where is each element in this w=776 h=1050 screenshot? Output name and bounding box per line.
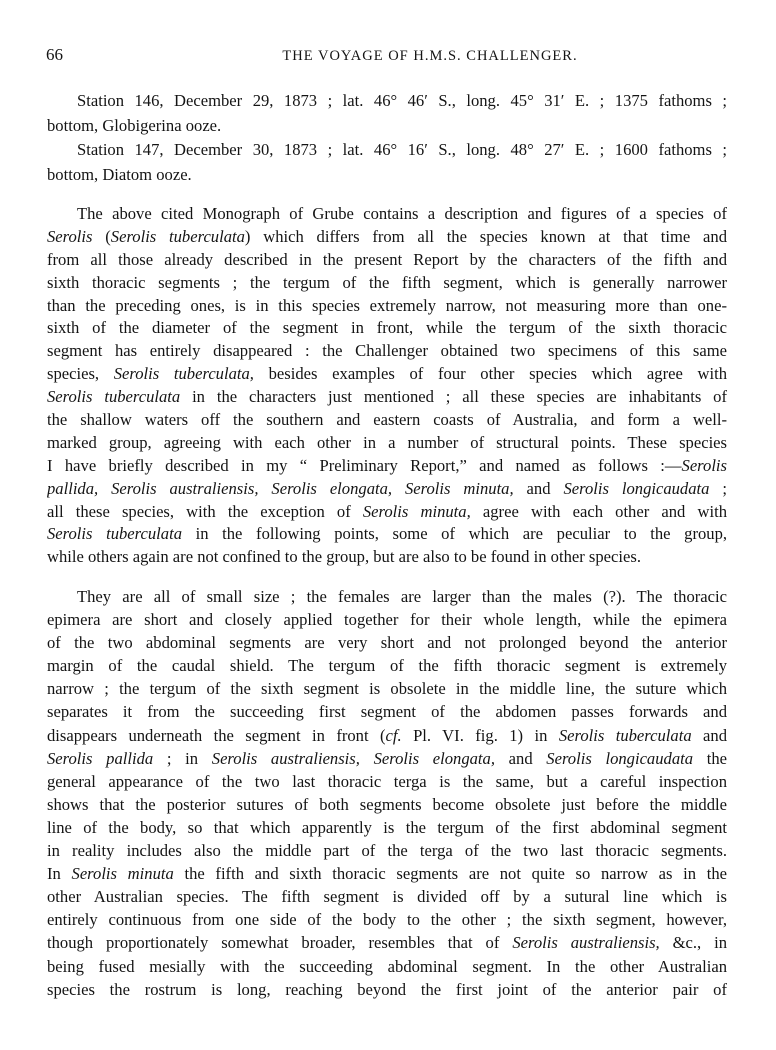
text-line (47, 885, 727, 908)
text-segment: in the characters just mentioned ; all these species are inhabitants of (180, 387, 727, 407)
italic-text: Serolis australiensis, Serolis elongata, (211, 748, 495, 768)
text-line (47, 340, 727, 363)
italic-text: Serolis tuberculata (47, 387, 181, 407)
text-line (47, 203, 727, 226)
text-line (47, 226, 727, 249)
text-line (47, 931, 727, 954)
text-line (47, 455, 727, 478)
text-segment: shows that the posterior sutures of both segments become obsolete just before the middle (47, 794, 727, 814)
text-segment: than the preceding ones, is in this species extremely narrow, not measuring more than one- (47, 295, 727, 315)
text-line (47, 89, 727, 114)
paragraph-1 (47, 203, 727, 569)
text-line (47, 747, 727, 770)
text-segment: separates it from the succeeding first segment of the abdomen passes forwards and (47, 702, 727, 722)
text-line (47, 978, 727, 1001)
text-line (47, 138, 727, 163)
text-line (47, 793, 727, 816)
text-segment: of the two abdominal segments are very short and not prolonged beyond the anterior (47, 633, 727, 653)
text-line (47, 409, 727, 432)
text-line (47, 501, 727, 524)
text-line (47, 677, 727, 700)
text-segment: entirely continuous from one side of the body to the other ; the sixth segment, however, (47, 910, 727, 930)
text-line (47, 386, 727, 409)
text-line (47, 816, 727, 839)
text-segment: general appearance of the two last thoracic terga is the same, but a careful inspection (47, 771, 727, 791)
text-segment: other Australian species. The fifth segment is divided off by a sutural line which is (47, 887, 727, 907)
italic-text: Serolis tuberculata (47, 524, 182, 544)
text-line (47, 700, 727, 723)
text-segment: and (691, 725, 727, 745)
text-segment: the (693, 748, 727, 768)
italic-text: Serolis tuberculata (110, 226, 245, 246)
text-line (47, 955, 727, 978)
italic-text: Serolis pallida (47, 748, 154, 768)
text-segment: and (513, 478, 564, 498)
text-segment: I have briefly described in my “ Preliminary Report,” and named as follows :— (47, 455, 682, 475)
text-segment: &c., in (659, 933, 727, 953)
italic-text: Serolis longicaudata (563, 478, 710, 498)
text-line (47, 770, 727, 793)
page-header (0, 44, 776, 68)
text-segment: from all those already described in the present Report by the characters of the fifth and (47, 249, 727, 269)
text-segment: while others again are not confined to the group, but are also to be found in other species. (47, 547, 641, 567)
italic-text: Serolis tuberculata, (113, 364, 254, 384)
text-line (47, 523, 727, 546)
text-segment: marked group, agreeing with each other in a number of structural points. These species (47, 432, 727, 452)
italic-text: pallida, Serolis australiensis, Serolis elongata, Serolis minuta, (47, 478, 514, 498)
text-line (47, 908, 727, 931)
text-segment: in the following points, some of which are peculiar to the group, (182, 524, 727, 544)
text-segment: epimera are short and closely applied together for their whole length, while the epimera (47, 610, 727, 630)
text-line (47, 608, 727, 631)
italic-text: Serolis tuberculata (558, 725, 692, 745)
station-records (47, 89, 727, 187)
text-segment: species, (47, 364, 114, 384)
text-segment: Station 146, December 29, 1873 ; lat. 46° 46′ S., long. 45° 31′ E. ; 1375 fathoms ; (77, 91, 727, 110)
text-line (47, 654, 727, 677)
text-segment: agree with each other and with (470, 501, 727, 521)
italic-text: Serolis minuta, (362, 501, 471, 521)
text-segment: sixth of the diameter of the segment in front, while the tergum of the sixth thoracic (47, 318, 727, 338)
text-line (47, 272, 727, 295)
text-line (47, 546, 727, 569)
text-line (47, 862, 727, 885)
text-segment: narrow ; the tergum of the sixth segment is obsolete in the middle line, the suture which (47, 679, 727, 699)
italic-text: Serolis australiensis, (512, 933, 660, 953)
text-segment: ; in (153, 748, 212, 768)
text-segment: margin of the caudal shield. The tergum of the fifth thoracic segment is extremely (47, 656, 727, 676)
text-segment: the fifth and sixth thoracic segments are not quite so narrow as in the (173, 864, 727, 884)
text-segment: bottom, Globigerina ooze. (47, 115, 222, 135)
text-segment: The above cited Monograph of Grube contains a description and figures of a species of (77, 204, 727, 223)
italic-text: Serolis longicaudata (546, 748, 694, 768)
text-line (47, 432, 727, 455)
text-line (47, 478, 727, 501)
text-segment: being fused mesially with the succeeding abdominal segment. In the other Australian (47, 956, 727, 976)
text-segment: and (494, 748, 547, 768)
text-line (47, 317, 727, 340)
italic-text: Serolis minuta (71, 864, 174, 884)
text-line (47, 585, 727, 608)
text-line (47, 163, 727, 188)
running-title: THE VOYAGE OF H.M.S. CHALLENGER. (282, 48, 578, 64)
italic-text: Serolis (681, 455, 727, 475)
text-line (47, 839, 727, 862)
text-segment: the shallow waters off the southern and eastern coasts of Australia, and form a well- (47, 410, 727, 430)
text-segment: Station 147, December 30, 1873 ; lat. 46° 16′ S., long. 48° 27′ E. ; 1600 fathoms ; (77, 140, 727, 159)
text-line (47, 631, 727, 654)
italic-text: cf. (385, 725, 402, 745)
text-line (47, 724, 727, 747)
text-segment: They are all of small size ; the females are larger than the males (?). The thoracic (77, 587, 727, 606)
paragraph-2 (47, 585, 727, 1001)
text-segment: ( (92, 226, 111, 246)
italic-text: Serolis (47, 226, 93, 246)
text-line (47, 114, 727, 139)
text-line (47, 249, 727, 272)
text-segment: sixth thoracic segments ; the tergum of the fifth segment, which is generally narrower (47, 272, 727, 292)
text-segment: ; (709, 478, 727, 498)
text-line (47, 363, 727, 386)
text-segment: line of the body, so that which apparently is the tergum of the first abdominal segment (47, 817, 727, 837)
text-segment: though proportionately somewhat broader, resembles that of (47, 933, 513, 953)
text-segment: Pl. VI. fig. 1) in (401, 725, 559, 745)
text-segment: disappears underneath the segment in front ( (47, 725, 386, 745)
text-segment: besides examples of four other species which agree with (253, 364, 727, 384)
text-segment: in reality includes also the middle part of the terga of the two last thoracic segments. (47, 841, 727, 861)
text-segment: all these species, with the exception of (47, 501, 363, 521)
page-number: 66 (46, 45, 63, 64)
text-segment: segment has entirely disappeared : the Challenger obtained two specimens of this same (47, 341, 727, 361)
text-line (47, 295, 727, 318)
text-segment: species the rostrum is long, reaching beyond the first joint of the anterior pair of (47, 979, 727, 999)
text-segment: ) which differs from all the species known at that time and (244, 226, 727, 246)
text-segment: bottom, Diatom ooze. (47, 164, 192, 184)
text-segment: In (47, 864, 72, 884)
